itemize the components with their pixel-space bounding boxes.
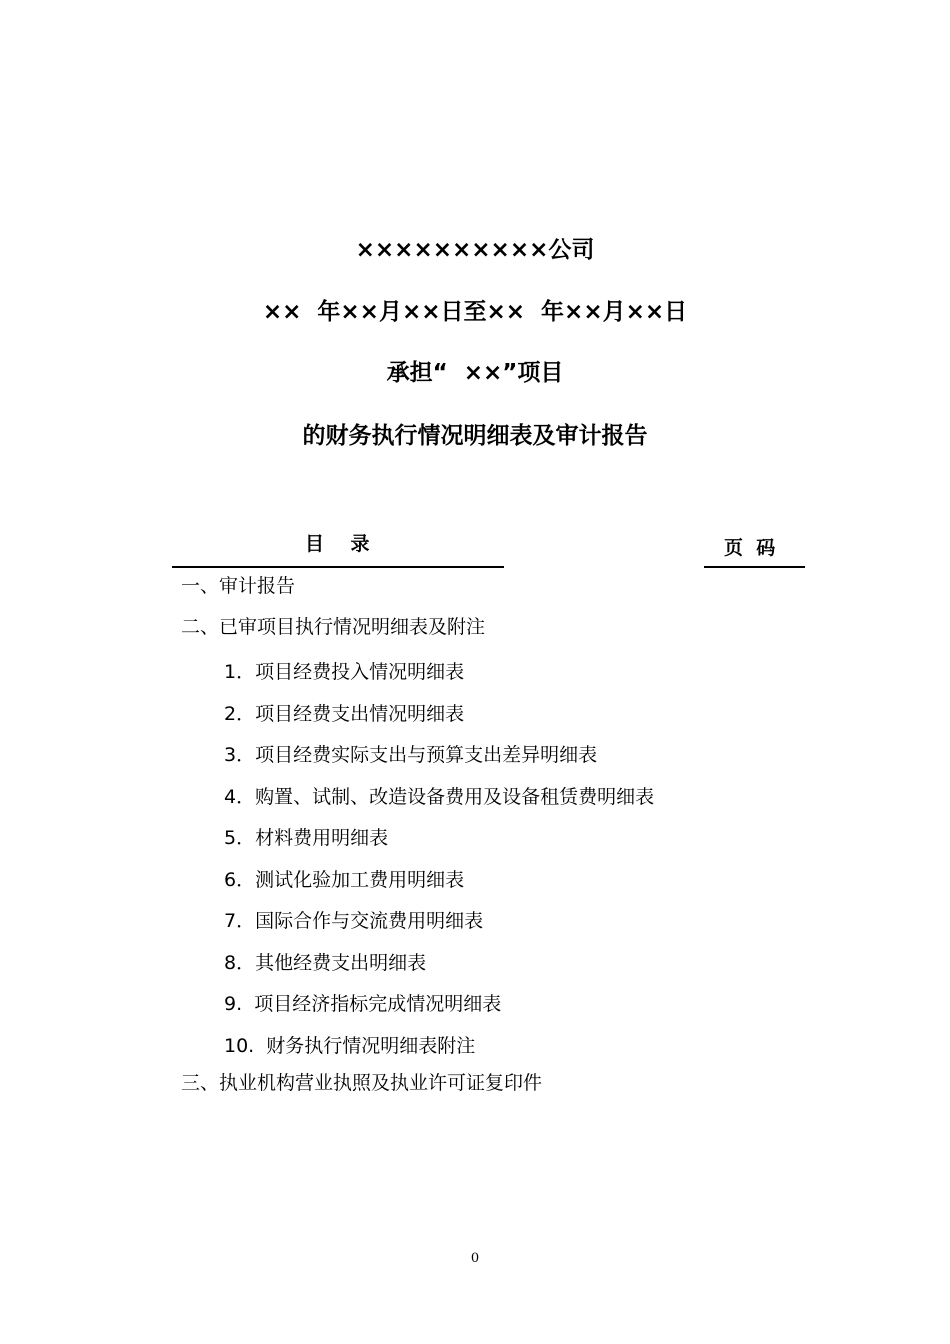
report-title-project: 承担“ ××”项目 [386,360,564,386]
toc-subitem-3: 3．项目经费实际支出与预算支出差异明细表 [224,744,598,766]
toc-subitem-10: 10. 财务执行情况明细表附注 [224,1035,476,1057]
toc-heading-contents: 目 录 [305,533,370,555]
toc-item-audit-report: 一、审计报告 [181,575,296,597]
toc-heading-page: 页 码 [724,537,776,559]
report-title-company: ××××××××××公司 [355,237,595,263]
toc-subitem-7: 7．国际合作与交流费用明细表 [224,910,484,932]
page-number: 0 [470,1251,480,1266]
toc-subitem-6: 6．测试化验加工费用明细表 [224,869,465,891]
toc-contents-underline [172,566,504,568]
report-title-subject: 的财务执行情况明细表及审计报告 [302,423,648,449]
toc-subitem-8: 8．其他经费支出明细表 [224,952,427,974]
toc-item-license-copies: 三、执业机构营业执照及执业许可证复印件 [181,1072,543,1094]
report-title-period: ×× 年××月××日至×× 年××月××日 [262,299,688,325]
toc-subitem-1: 1．项目经费投入情况明细表 [224,661,465,683]
toc-subitem-4: 4．购置、试制、改造设备费用及设备租赁费明细表 [224,786,655,808]
toc-subitem-9: 9. 项目经济指标完成情况明细表 [224,993,502,1015]
toc-item-audited-statements: 二、已审项目执行情况明细表及附注 [181,616,486,638]
toc-subitem-5: 5．材料费用明细表 [224,827,389,849]
toc-subitem-2: 2．项目经费支出情况明细表 [224,703,465,725]
toc-page-underline [704,566,805,568]
